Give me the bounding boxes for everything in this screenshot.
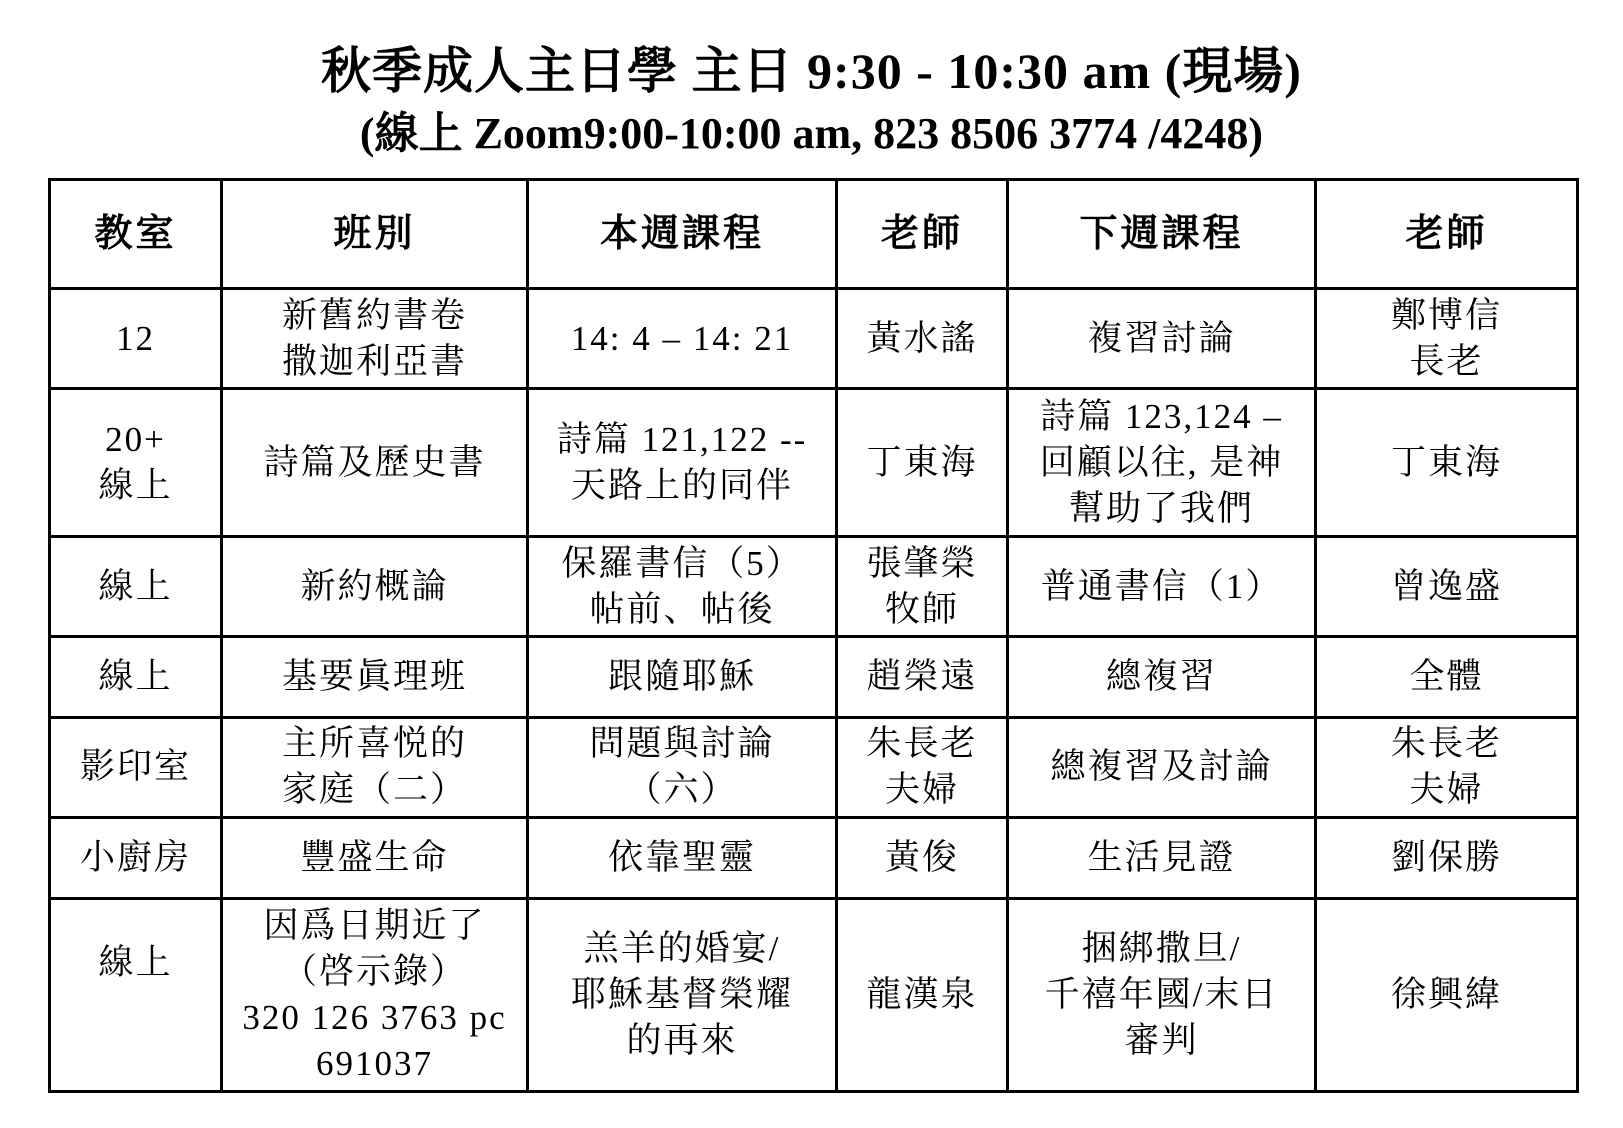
cell-classroom: 12 [50,289,222,389]
table-row [50,898,1578,1091]
cell-teacher: 趙榮遠 [837,637,1008,718]
cell-classroom: 線上 [50,898,222,1091]
cell-class: 豐盛生命 [222,818,528,899]
cell-next-week-course: 總複習及討論 [1008,717,1316,817]
schedule-table [48,178,1579,1093]
cell-this-week-course: 保羅書信（5） 帖前、帖後 [528,537,837,637]
cell-next-teacher: 全體 [1316,637,1578,718]
cell-next-week-course: 詩篇 123,124 – 回顧以往, 是神 幫助了我們 [1008,389,1316,537]
cell-next-teacher: 曾逸盛 [1316,537,1578,637]
table-row [50,818,1578,899]
cell-this-week-course: 跟隨耶穌 [528,637,837,718]
cell-classroom: 線上 [50,637,222,718]
cell-classroom: 20+ 線上 [50,389,222,537]
cell-next-teacher: 朱長老 夫婦 [1316,717,1578,817]
cell-teacher: 朱長老 夫婦 [837,717,1008,817]
cell-this-week-course: 問題與討論 （六） [528,717,837,817]
cell-teacher: 丁東海 [837,389,1008,537]
page-header [0,38,1623,164]
header-row [50,180,1578,289]
cell-next-teacher: 徐興緯 [1316,898,1578,1091]
cell-this-week-course: 羔羊的婚宴/ 耶穌基督榮耀 的再來 [528,898,837,1091]
table-row [50,389,1578,537]
header-next-teacher: 老師 [1316,180,1578,289]
cell-class: 因爲日期近了 （啓示錄） 320 126 3763 pc 691037 [222,898,528,1091]
zoom-info: (線上 Zoom9:00-10:00 am, 823 8506 3774 /4248) [359,109,1264,158]
cell-teacher: 龍漢泉 [837,898,1008,1091]
cell-class: 詩篇及歷史書 [222,389,528,537]
cell-next-teacher: 鄭博信 長老 [1316,289,1578,389]
cell-classroom: 小廚房 [50,818,222,899]
table-row [50,637,1578,718]
table-row [50,717,1578,817]
header-classroom: 教室 [50,180,222,289]
header-next-week-course: 下週課程 [1008,180,1316,289]
page-title: 秋季成人主日學 主日 9:30 - 10:30 am (現場) [321,43,1302,99]
cell-class: 基要眞理班 [222,637,528,718]
cell-this-week-course: 14: 4 – 14: 21 [528,289,837,389]
header-class: 班別 [222,180,528,289]
cell-teacher: 黃水謠 [837,289,1008,389]
cell-this-week-course: 詩篇 121,122 -- 天路上的同伴 [528,389,837,537]
table-row [50,289,1578,389]
cell-next-week-course: 總複習 [1008,637,1316,718]
cell-class: 新約概論 [222,537,528,637]
cell-next-teacher: 丁東海 [1316,389,1578,537]
cell-classroom: 影印室 [50,717,222,817]
table-row [50,537,1578,637]
cell-this-week-course: 依靠聖靈 [528,818,837,899]
cell-teacher: 張肇榮 牧師 [837,537,1008,637]
header-teacher: 老師 [837,180,1008,289]
header-this-week-course: 本週課程 [528,180,837,289]
cell-class: 主所喜悦的 家庭（二） [222,717,528,817]
cell-class: 新舊約書卷 撒迦利亞書 [222,289,528,389]
cell-next-week-course: 複習討論 [1008,289,1316,389]
cell-classroom: 線上 [50,537,222,637]
cell-next-week-course: 普通書信（1） [1008,537,1316,637]
cell-next-week-course: 生活見證 [1008,818,1316,899]
cell-next-week-course: 捆綁撒旦/ 千禧年國/末日 審判 [1008,898,1316,1091]
cell-teacher: 黃俊 [837,818,1008,899]
cell-next-teacher: 劉保勝 [1316,818,1578,899]
